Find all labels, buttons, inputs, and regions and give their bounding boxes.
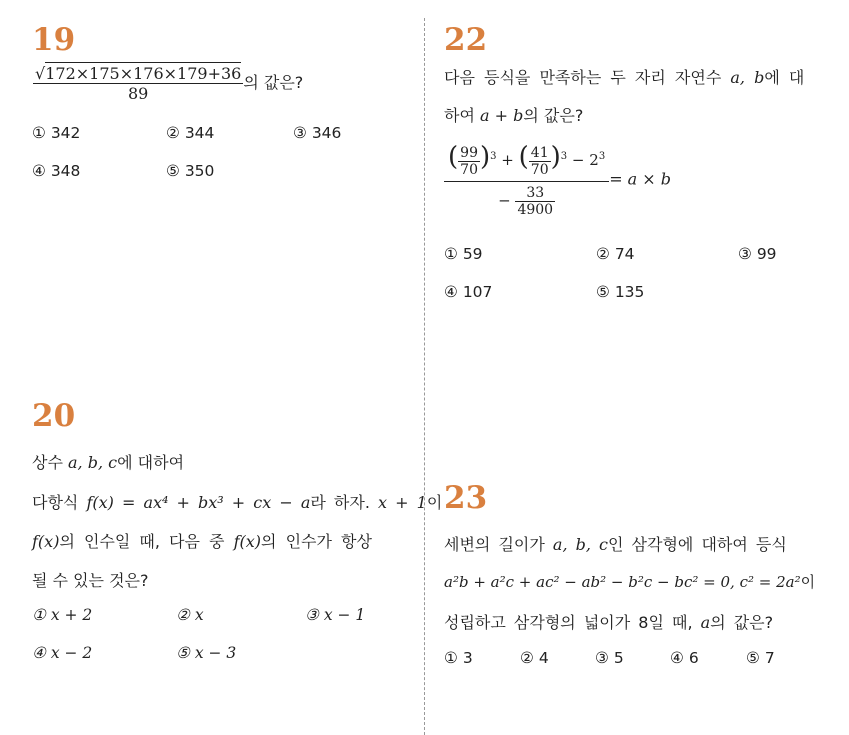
q19-expression: [33, 64, 303, 103]
q23-line-2: [444, 571, 815, 592]
q22-rhs: = a × b: [609, 169, 672, 189]
q22-choice-2[interactable]: ② 74: [596, 245, 635, 263]
paren: ): [550, 142, 561, 172]
q22-line-2: [444, 103, 583, 126]
q23-choice-3[interactable]: ③ 5: [595, 649, 624, 667]
q20-choice-4[interactable]: ④ x − 2: [32, 644, 93, 662]
q19-fraction: [33, 64, 243, 103]
q20-choice-1[interactable]: ① x + 2: [32, 606, 93, 624]
q22-vars: a, b: [730, 68, 765, 87]
q22-choice-5[interactable]: ⑤ 135: [596, 283, 645, 301]
q19-radicand: 172×175×176×179+36: [45, 64, 242, 83]
question-number-22: 22: [444, 22, 488, 58]
q19-choice-5[interactable]: ⑤ 350: [166, 162, 215, 180]
q22-big-denominator: [444, 182, 609, 218]
q20-text: 다항식: [32, 493, 79, 512]
q23-choice-4[interactable]: ④ 6: [670, 649, 699, 667]
q22-text: 다음 등식을 만족하는 두 자리 자연수: [444, 68, 722, 87]
q23-text: 의 값은?: [710, 613, 774, 632]
q20-text: 상수: [32, 453, 63, 472]
q23-choice-1[interactable]: ① 3: [444, 649, 473, 667]
paren: ): [479, 142, 491, 172]
q23-line-3: [444, 610, 773, 633]
paren: (: [448, 142, 459, 172]
q20-line-2: [32, 490, 442, 513]
q23-choice-2[interactable]: ② 4: [520, 649, 549, 667]
q20-choice-2[interactable]: ② x: [176, 606, 204, 624]
q22-frac-99-70: [458, 145, 480, 178]
q20-line-1: [32, 450, 184, 473]
q20-text: 에 대하여: [117, 453, 185, 472]
q20-vars: a, b, c: [68, 453, 118, 472]
question-number-19: 19: [32, 22, 76, 58]
q23-choice-5[interactable]: ⑤ 7: [746, 649, 775, 667]
q20-factor: x + 1: [378, 493, 427, 512]
q23-var: a: [700, 613, 711, 632]
q22-choice-3[interactable]: ③ 99: [738, 245, 777, 263]
question-number-20: 20: [32, 398, 76, 434]
q22-frac-33-4900: [515, 185, 555, 218]
q22-frac-41-70: [529, 145, 551, 178]
q22-lower-num: 33: [515, 185, 555, 202]
q19-choice-2[interactable]: ② 344: [166, 124, 215, 142]
q22-lower-sign: −: [498, 191, 511, 209]
q23-text: 세변의 길이가: [444, 535, 545, 554]
q20-text: 이: [426, 493, 443, 512]
q22-choice-4[interactable]: ④ 107: [444, 283, 493, 301]
q22-equation: [444, 142, 671, 218]
q23-text: 이: [800, 573, 816, 591]
q22-expr: a + b: [480, 106, 524, 125]
q20-text: 의 인수일 때, 다음 중: [59, 532, 225, 551]
q23-text: 인 삼각형에 대하여 등식: [608, 535, 787, 554]
q20-text: 라 하자.: [310, 493, 370, 512]
paren: (: [518, 142, 529, 172]
q22-f1-num: 99: [460, 144, 478, 161]
q22-minus-term: − 2: [571, 151, 599, 169]
q19-denominator: 89: [127, 84, 149, 103]
q19-numerator: √172×175×176×179+36: [35, 64, 242, 83]
q22-lower-den: 4900: [517, 201, 554, 218]
q22-minus-exp: 3: [598, 151, 606, 162]
q23-text: 성립하고 삼각형의 넓이가 8일 때,: [444, 613, 693, 632]
q22-text: 의 값은?: [523, 106, 584, 125]
q22-f2-den: 70: [530, 161, 549, 178]
q22-big-fraction: [444, 142, 609, 218]
q22-exp: 3: [490, 151, 497, 162]
q19-choice-4[interactable]: ④ 348: [32, 162, 81, 180]
q22-text: 에 대: [764, 68, 805, 87]
q19-choice-1[interactable]: ① 342: [32, 124, 81, 142]
q20-line-3: [32, 529, 372, 552]
q22-big-numerator: ( $\frac{99}{70}$ )$^3$ + ( $\frac{41}{70}$ )$^3 - 2^3$: [444, 142, 609, 182]
q23-vars: a, b, c: [552, 535, 609, 554]
q20-text: 의 인수가 항상: [261, 532, 372, 551]
q20-fx: f(x): [233, 532, 262, 551]
q22-exp: 3: [560, 151, 568, 162]
question-number-23: 23: [444, 480, 488, 516]
q20-line-4: 될 수 있는 것은?: [32, 571, 149, 590]
q20-fx: f(x): [32, 532, 60, 551]
q19-question-suffix: 의 값은?: [243, 73, 304, 92]
q20-polynomial: f(x) = ax⁴ + bx³ + cx − a: [86, 493, 311, 512]
q22-choice-1[interactable]: ① 59: [444, 245, 483, 263]
q22-f2-num: 41: [530, 144, 549, 161]
q20-choice-3[interactable]: ③ x − 1: [305, 606, 366, 624]
q22-text: 하여: [444, 106, 475, 125]
q19-choice-3[interactable]: ③ 346: [293, 124, 342, 142]
column-divider: [424, 18, 425, 735]
q22-line-1: [444, 65, 804, 88]
q22-f1-den: 70: [460, 161, 478, 178]
q23-equation: a²b + a²c + ac² − ab² − b²c − bc² = 0, c² = 2a²: [444, 573, 801, 591]
q20-choice-5[interactable]: ⑤ x − 3: [176, 644, 237, 662]
q23-line-1: [444, 532, 787, 555]
